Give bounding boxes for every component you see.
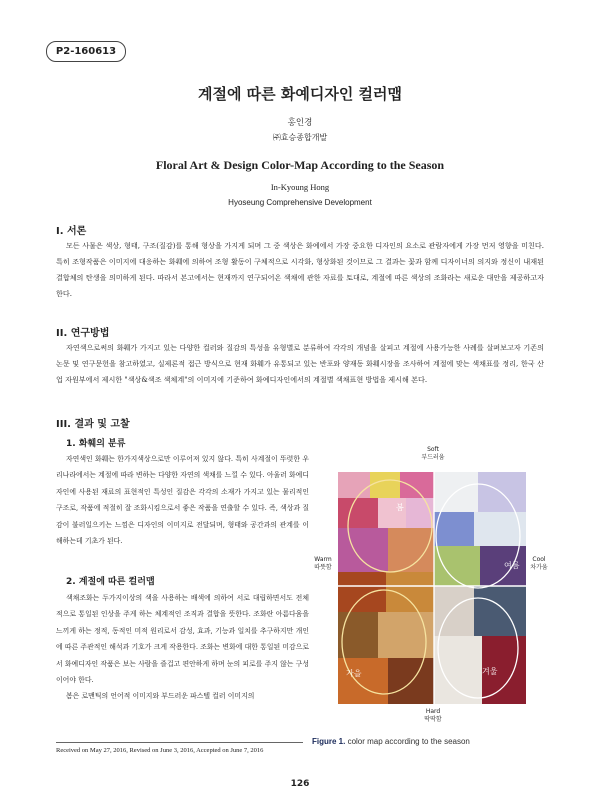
introduction-text: 모든 사물은 색상, 형태, 구조(질감)를 통해 형상을 가지게 되며 그 중 색상은 화예에서 가장 중요한 디자인의 요소로 관람자에게 가장 먼저 영향을 미친다. 특히 조형작품은 이미지에 대응하는 화훼에 의하여 조형 활동이 구체적으로 시각화, 형상화된 것이므로 그 결과는 꽃과 함께 디자이너의 의지와 정신이 내재된 결합체의 탄생을 의미하게 된다. 따라서 본고에서는 현재까지 연구되어온 색채에 관한 자료를 토대로, 계절에 따른 색상의 조화라는 새로운 대안을 제공하고자 한다. [56, 241, 544, 298]
spring-loop [348, 480, 432, 572]
axis-left-label [308, 556, 338, 572]
korean-author: 홍인경 [287, 118, 313, 128]
english-affiliation: Hyoseung Comprehensive Development [228, 198, 372, 207]
subsection-heading-classification: 1. 화훼의 분류 [66, 439, 126, 449]
figure-caption [312, 737, 470, 746]
color-map-overlay [338, 472, 526, 704]
axis-bottom-label [413, 708, 453, 724]
classification-text: 자연색인 화훼는 한가지색상으로만 이루어져 있지 않다. 특히 사계절이 뚜렷한 우리나라에서는 계절에 따라 변하는 다양한 자연의 색채를 느낄 수 있다. 아울러 화예디자인에 사용된 재료의 표현적인 특성인 질감은 각각의 소재가 가지고 있는 물리적인 구조로, 작품에 적절히 잘 조화시킴으로서 좋은 작품을 연출할 수 있다. 즉, 색상과 질감이 불러일으키는 느낌은 디자인의 이미지로 전달되며, 형태와 공간과의 관계를 이해하는데 기초가 된다. [56, 455, 309, 546]
introduction-paragraph [56, 238, 544, 302]
page-number: 126 [290, 779, 310, 789]
spring-label: 봄 [396, 503, 404, 512]
subsection-heading-colormap: 2. 계절에 따른 컬러맵 [66, 577, 155, 587]
received-footnote: Received on May 27, 2016, Revised on June 3, 2016, Accepted on June 7, 2016 [56, 747, 264, 754]
season-color-map-figure [314, 446, 548, 724]
korean-affiliation: ㈜효승종합개발 [272, 133, 328, 142]
flower-photo-collage [338, 472, 526, 704]
classification-paragraph [56, 451, 309, 549]
winter-label: 겨울 [482, 667, 498, 676]
colormap-paragraph [56, 590, 309, 705]
section-heading-method: II. 연구방법 [56, 328, 110, 339]
axis-soft-label: Soft [427, 446, 439, 453]
footnote-divider [56, 742, 303, 743]
axis-right-label [524, 556, 554, 572]
english-author: In-Kyoung Hong [270, 182, 330, 192]
english-title: Floral Art & Design Color-Map According to the Season [155, 158, 445, 172]
method-paragraph [56, 340, 544, 388]
axis-hard-label-ko: 딱딱함 [424, 716, 442, 723]
autumn-label: 가을 [346, 669, 362, 678]
axis-warm-label-ko: 따뜻함 [314, 564, 332, 571]
section-heading-results: III. 결과 및 고찰 [56, 419, 130, 430]
paper-id-badge: P2-160613 [46, 41, 126, 62]
axis-hard-label: Hard [425, 708, 441, 715]
axis-cool-label: Cool [532, 556, 546, 563]
figure-caption-text: color map according to the season [345, 737, 470, 746]
figure-caption-label: Figure 1. [312, 737, 346, 746]
summer-label: 여름 [504, 561, 520, 570]
section-heading-introduction: I. 서론 [56, 226, 87, 237]
method-text: 자연색으로써의 화훼가 가지고 있는 다양한 컬러와 질감의 특성을 유형별로 분류하여 각각의 개념을 살피고 계절에 사용가능한 사례를 살펴보고자 기존의 논문 및 연구문헌을 참고하였고, 실제론적 접근 방식으로 현재 화훼가 유통되고 있는 반포와 양재동 화훼시장을 조사하여 계절에 맞는 색채표를 정리, 한국 산업 자원부에서 제시한 "색상&색조 색체계"의 이미지에 기준하여 화예디자인에서의 계절별 색채표현 방법을 제시해 본다. [56, 343, 544, 384]
korean-title: 계절에 따른 화예디자인 컬러맵 [197, 85, 403, 103]
colormap-text-1: 색채조화는 두가지이상의 색을 사용하는 배색에 의하여 서로 대립하면서도 전체적으로 통일된 인상을 주게 하는 체계적인 조직과 결합을 뜻한다. 조화란 아름다움을 느끼게 하는 정적, 동적인 미적 원리로서 감성, 효과, 기능과 일치를 추구하지만 개인에 따른 주관적인 해석과 기호가 크게 작용한다. 조화는 변화에 대한 통일된 미감으로서 화예디자인 작품은 보는 사람을 즐겁고 편안하게 하며 눈의 피로를 주지 않는 구성이어야 한다. [56, 594, 309, 685]
axis-cool-label-ko: 차가움 [530, 564, 548, 571]
axis-soft-label-ko: 부드러움 [421, 454, 445, 461]
axis-top-label [413, 446, 453, 462]
summer-loop [436, 484, 520, 588]
colormap-text-2: 봄은 로맨틱의 언어적 이미지와 부드러운 파스텔 컬러 이미지의 [66, 692, 255, 701]
axis-warm-label: Warm [314, 556, 332, 563]
winter-loop [438, 598, 518, 698]
